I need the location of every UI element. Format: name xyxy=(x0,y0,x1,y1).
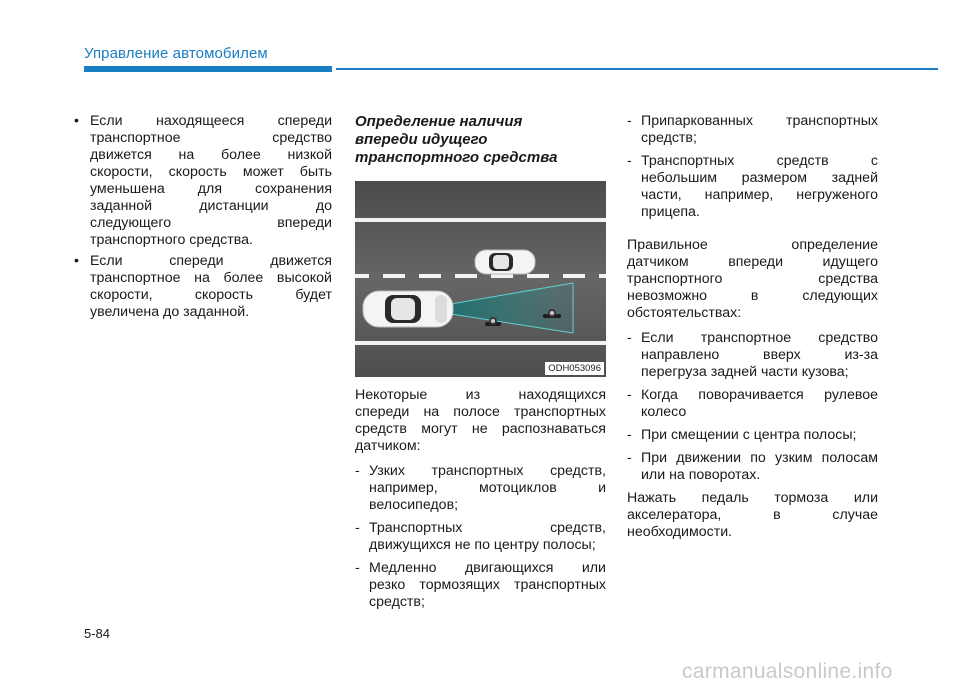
watermark: carmanualsonline.info xyxy=(682,660,893,683)
text-line: невозможно в следующих xyxy=(627,288,878,304)
lane-line-solid xyxy=(355,218,606,222)
text-line: Правильное определение xyxy=(627,237,878,253)
paragraph xyxy=(355,387,606,455)
bullet-item xyxy=(74,253,332,321)
dash-mark: - xyxy=(355,463,360,479)
text-line: велосипедов; xyxy=(369,497,459,513)
dash-item xyxy=(627,330,878,381)
dash-item xyxy=(627,153,878,221)
section-title: Управление автомобилем xyxy=(84,45,268,62)
text-line: При движении по узким полосам xyxy=(641,450,878,466)
dash-item xyxy=(355,463,606,514)
text-line: перегруза задней части кузова; xyxy=(641,364,849,380)
dash-item xyxy=(627,113,878,147)
bullet-item xyxy=(74,113,332,249)
dash-item xyxy=(355,560,606,611)
dash-item xyxy=(627,427,878,444)
text-line: Транспортных средств, xyxy=(369,520,606,536)
lead-car-illustration xyxy=(475,250,535,274)
dash-mark: - xyxy=(355,520,360,536)
dash-item xyxy=(355,520,606,554)
dash-item xyxy=(627,387,878,421)
text-line: движущихся не по центру полосы; xyxy=(369,537,596,553)
header-rule-thin xyxy=(336,68,938,70)
text-line: колесо xyxy=(641,404,687,420)
text-line: уменьшена для сохранения xyxy=(90,181,332,197)
lane-line-solid xyxy=(355,341,606,345)
text-line: заданной дистанции до xyxy=(90,198,332,214)
heading-line: Определение наличия xyxy=(355,113,523,130)
text-line: направлено вверх из-за xyxy=(641,347,878,363)
dash-mark: - xyxy=(627,450,632,466)
text-line: датчиком впереди идущего xyxy=(627,254,878,270)
text-line: необходимости. xyxy=(627,524,733,540)
text-line: следующего впереди xyxy=(90,215,332,231)
acc-sensor-illustration xyxy=(355,181,606,377)
text-line: средств; xyxy=(369,594,425,610)
text-line: Узких транспортных средств, xyxy=(369,463,606,479)
column-middle xyxy=(355,113,606,617)
heading-line: транспортного средства xyxy=(355,149,558,166)
column-right xyxy=(627,113,878,549)
text-line: или на поворотах. xyxy=(641,467,761,483)
text-line: части, например, негруженого xyxy=(641,187,878,203)
dash-mark: - xyxy=(627,330,632,346)
road-surface xyxy=(355,181,606,377)
own-car-illustration xyxy=(363,291,453,327)
text-line: прицепа. xyxy=(641,204,700,220)
text-line: Нажать педаль тормоза или xyxy=(627,490,878,506)
section-heading xyxy=(355,113,606,167)
text-line: Припаркованных транспортных xyxy=(641,113,878,129)
text-line: Если находящееся спереди xyxy=(90,113,332,129)
dash-mark: - xyxy=(627,153,632,169)
dash-item xyxy=(627,450,878,484)
paragraph xyxy=(627,490,878,541)
text-line: скорости, скорость может быть xyxy=(90,164,332,180)
text-line: транспортное средство xyxy=(90,130,332,146)
text-line: небольшим размером задней xyxy=(641,170,878,186)
text-line: транспортного средства. xyxy=(90,232,253,248)
heading-line: впереди идущего xyxy=(355,131,488,148)
text-line: При смещении с центра полосы; xyxy=(641,427,857,443)
text-line: спереди на полосе транспортных xyxy=(355,404,606,420)
text-line: Медленно двигающихся или xyxy=(369,560,606,576)
bullet-mark: • xyxy=(74,113,79,129)
text-line: датчиком: xyxy=(355,438,421,454)
text-line: резко тормозящих транспортных xyxy=(369,577,606,593)
text-line: увеличена до заданной. xyxy=(90,304,250,320)
dash-mark: - xyxy=(355,560,360,576)
text-line: акселератора, в случае xyxy=(627,507,878,523)
figure-code: ODH053096 xyxy=(545,362,604,375)
dash-mark: - xyxy=(627,113,632,129)
header-rule-thick xyxy=(84,66,332,72)
text-line: например, мотоциклов и xyxy=(369,480,606,496)
text-line: Если спереди движется xyxy=(90,253,332,269)
text-line: скорости, скорость будет xyxy=(90,287,332,303)
text-line: Транспортных средств с xyxy=(641,153,878,169)
dash-mark: - xyxy=(627,387,632,403)
text-line: Когда поворачивается рулевое xyxy=(641,387,878,403)
paragraph xyxy=(627,237,878,322)
bullet-mark: • xyxy=(74,253,79,269)
text-line: транспортное на более высокой xyxy=(90,270,332,286)
text-line: Если транспортное средство xyxy=(641,330,878,346)
text-line: средств; xyxy=(641,130,697,146)
page-number: 5-84 xyxy=(84,626,111,641)
text-line: обстоятельствах: xyxy=(627,305,742,321)
text-line: Некоторые из находящихся xyxy=(355,387,606,403)
dash-mark: - xyxy=(627,427,632,443)
text-line: средств могут не распознаваться xyxy=(355,421,606,437)
text-line: движется на более низкой xyxy=(90,147,332,163)
text-line: транспортного средства xyxy=(627,271,878,287)
road-scene-svg xyxy=(355,181,606,377)
column-left xyxy=(74,113,332,325)
